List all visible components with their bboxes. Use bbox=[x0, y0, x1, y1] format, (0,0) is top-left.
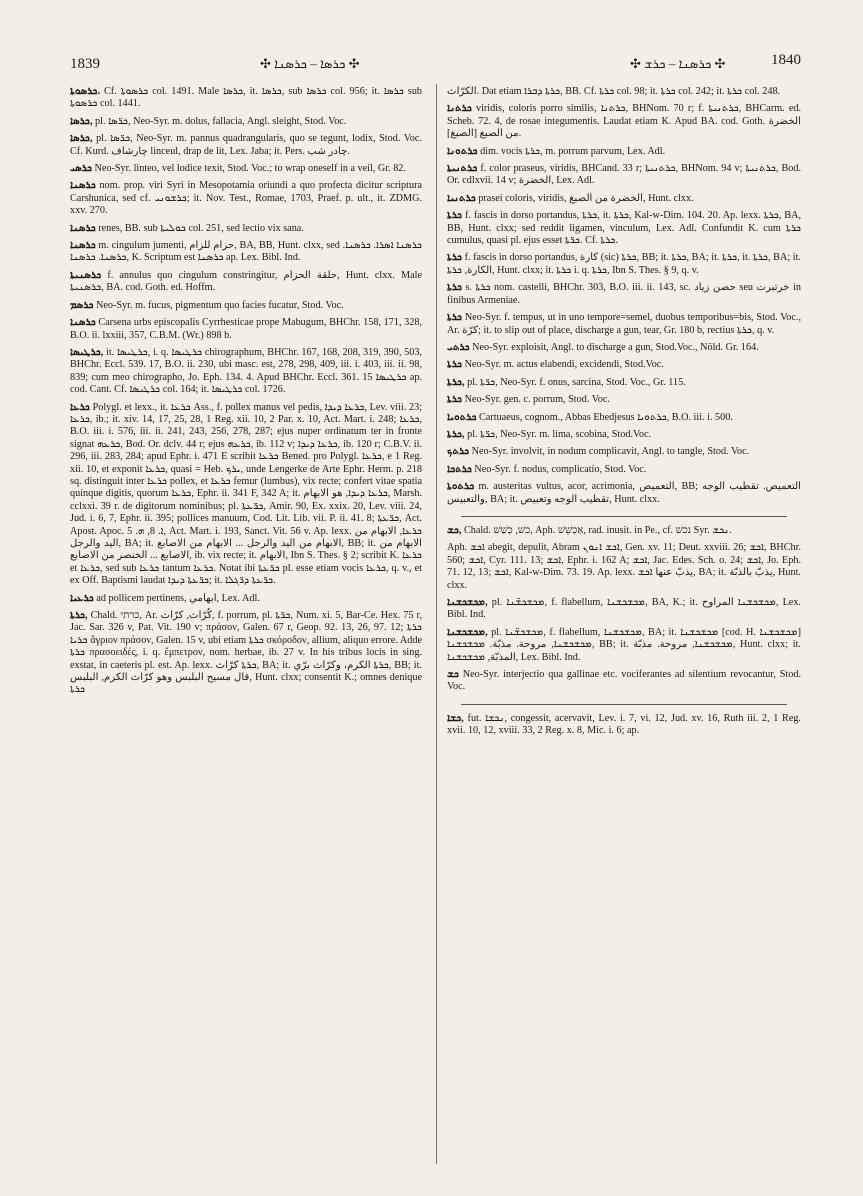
dictionary-entry bbox=[70, 223, 422, 235]
entry-text: Neo-Syr. f. nodus, complicatio, Stod. Voc. bbox=[471, 463, 647, 475]
entry-headword: ܟܪܣܐ, bbox=[70, 133, 93, 145]
entry-text: f. annulus quo cingulum constringitur, حلقة الحزام, Hunt. clxx. Male ܟܪܣܢܝܬܐ, BA. cod. Goth. ed. Hoffm. bbox=[70, 269, 422, 294]
entry-headword: ܟܪܬܐ bbox=[447, 210, 463, 222]
entry-text: s. ܟܪܬܐ nom. castelli, BHChr. 303, B.O. iii. ii. 143, sc. حصن زياد seu خرتبرت in finibus Armeniae. bbox=[447, 282, 801, 306]
right-column bbox=[447, 86, 801, 1156]
dictionary-entry bbox=[447, 210, 801, 247]
entry-headword: ܟܫܐ, bbox=[447, 712, 464, 724]
entry-headword: ܟܪܣܡ bbox=[70, 299, 94, 311]
page-number-right: 1840 bbox=[771, 52, 801, 68]
dictionary-entry bbox=[447, 146, 801, 158]
dictionary-entry bbox=[70, 270, 422, 295]
page-number-left: 1839 bbox=[70, 56, 100, 72]
entry-headword: ܟܪܬܐ bbox=[447, 252, 463, 264]
dictionary-entry bbox=[447, 359, 801, 371]
entry-text: pl. ܡܟܫܟܫ̈ܢܐ, f. flabellum, ܡܟܫܟܫܢܐ, BA, K.; it. ܡܟܫܟܫܢܐ المراوح, Lex. Bibl. Ind. bbox=[447, 597, 801, 621]
entry-text: pl. ܡܟܫܟܫ̈ܢܐ, f. flabellum, ܡܟܫܟܫܢܐ, BA; it. ܡܟܫܟܫܢܐ [cod. H. ܡܟܫܟܫܢܐ] ܡܟܫܟܫܢܐ, مروحة. مذبّة. ܡܟܫܟܫܢܐ, BB; it. ܡܟܫܟܫܢܐ, مروحة. مذبّة, Hunt. clxx; it. المذبّة, ܡܟܫܟܫܢܐ, Lex. Bibl. Ind. bbox=[447, 626, 801, 663]
dictionary-entry bbox=[447, 542, 801, 592]
entry-text: renes, BB. sub ܟܘܠܝܬܐ col. 251, sed lectio vix sana. bbox=[95, 222, 304, 234]
dictionary-entry bbox=[447, 394, 801, 406]
entry-headword: ܟܪܬܢܐ bbox=[447, 103, 472, 115]
entry-text: pl. ܟܪ̈ܬܐ, Neo-Syr. m. lima, scobina, Stod.Voc. bbox=[464, 428, 652, 440]
entry-text: prasei coloris, viridis, الخضرة من الصبغ, Hunt. clxx. bbox=[475, 192, 694, 204]
dictionary-entry bbox=[447, 627, 801, 664]
entry-headword: ܟܪܛܝܣܐ, bbox=[70, 346, 104, 358]
entry-text: Neo-Syr. gen. c. porrum, Stod. Voc. bbox=[462, 394, 610, 406]
entry-text: nom. prop. viri Syri in Mesopotamia oriundi a quo profecta dicitur scriptura Carshunica, sed cf. ܟܪܫܘܢܝ; it. Nov. Test., Romae, 1703, Praef. p. ult., it. ZDMG. xxv. 270. bbox=[70, 180, 422, 217]
entry-text: الكرّاث. Dat etiam ܟܪܬܐ ܕܒܪܐ, BB. Cf. ܟܪܬܐ col. 98; it. ܟܪܬܐ col. 242; it. ܟܪܬܐ col. 248. bbox=[447, 86, 781, 97]
dictionary-entry bbox=[447, 597, 801, 622]
entry-text: f. fascis in dorso portandus, ܟܪܬܐ, it. ܟܪܬܐ, Kal-w-Dim. 104. 20. Ap. lexx. ܟܪܬܐ, BA, BB, Hunt. clxx; sed reddit ligamen, vinculum, Lex. Adl. Confundit K. cum ܟܪܬܐ cumulus, quasi pl. ejus esset ܟܪ̈ܬܐ. Cf. ܟܪܬܐ. bbox=[447, 210, 801, 247]
entry-headword: ܟܪܬܐ bbox=[447, 359, 463, 371]
dictionary-entry bbox=[447, 669, 801, 694]
entry-text: Cf. ܟܪܣܘܬܐ col. 1491. Male ܟܪܣܐ, it. ܟܪܣܐ, sub ܟܪܣܐ col. 956; it. ܟܪܣܐ sub ܟܪܣܘܬܐ col. 1441. bbox=[70, 86, 422, 110]
entry-headword: ܡܟܫܟܫܢܐ, bbox=[447, 626, 488, 638]
entry-headword: ܟܪܬܐ, bbox=[447, 376, 465, 388]
dictionary-entry bbox=[447, 525, 801, 537]
entry-headword: ܟܪܣܢܝܬܐ bbox=[70, 269, 102, 281]
dictionary-entry bbox=[447, 429, 801, 441]
entry-text: f. color praseus, viridis, BHCand. 33 r; ܟܪܬܢܝܬܐ, BHNom. 94 v; ܟܪܬܢܝܬܐ, Bod. Or. cdlxvii. 14 v; الخضرة, Lex. Adl. bbox=[447, 163, 801, 187]
entry-headword: ܟܪܬܘܬܐ bbox=[447, 481, 475, 493]
dictionary-entry bbox=[70, 347, 422, 397]
entry-headword: ܟܪܬܘܢܐ bbox=[447, 145, 478, 157]
entry-headword: ܟܪܥܐ bbox=[70, 401, 90, 413]
dictionary-entry bbox=[70, 86, 422, 111]
entry-text: Chald. כשׁ, כְּשַׁשׁ, Aph. אַכְשֵׁשׁ, rad. inusit. in Pe., cf. נכשׁ Syr. ܢܟܫ. bbox=[461, 524, 732, 536]
entry-text: Neo-Syr. m. actus elabendi, excidendi, Stod.Voc. bbox=[462, 359, 664, 371]
entry-text: Chald. כרתי, Ar. كُرّاث, كرّاث, f. porrum, pl. ܟܪ̈ܬܐ, Num. xi. 5, Bar-Ce. Hex. 75 r, Jac. Sar. 326 v, Pat. Vit. 190 v; πράσον, Galen. 67 r, Geop. 92. 13, 26, 97. 12; ܟܪܬܐ ܒܪܝܐ ἄγριον πράσον, Galen. 15 v, ubi etiam ܟܪܬܐ σκόροδον, allium, aliquo errore. Adde ܟܪܬܐ πρασοειδές, i. q. ἔμπετρον, nom. herbae, ib. 27 v. In his tribus locis in sing. exstat, in caeteris pl. est. Ap. lexx. ܟܪܬܐ كرّاث, BA; it. ܟܪܬܐ الكرم، وكرّاث برّي, BB; it. قال مسيح البلبس وهو كرّاث الكرم, البلبس, Hunt. clxx; consentit K.; omnes denique ܟܪܬܐ bbox=[70, 610, 422, 696]
dictionary-entry bbox=[447, 342, 801, 354]
dictionary-entry bbox=[447, 86, 801, 98]
dictionary-entry bbox=[70, 163, 422, 175]
entry-text: Neo-Syr. linteo, vel lodice texit, Stod. Voc.; to wrap oneself in a veil, Gr. 82. bbox=[91, 163, 406, 175]
entry-headword: ܟܫ, bbox=[447, 524, 462, 536]
entry-text: Neo-Syr. m. fucus, pigmentum quo facies fucatur, Stod. Voc. bbox=[93, 299, 344, 311]
dictionary-entry bbox=[447, 252, 801, 277]
entry-text: Aph. ܐܟܫ abegit, depulit, Abram ܐܟܫ ܐܢܘܢ, Gen. xv. 11; Deut. xxviii. 26; ܐܟܫ, BHChr. 560; ܐܟܫ, Cyr. 111. 13; ܐܟܫ, Ephr. i. 162 A; ܐܟܫ, Jac. Edes. Sch. o. 24; ܐܟܫ, Jo. Eph. 71. 12, 13; ܐܟܫ, Kal-w-Dim. 73. 19. Ap. lexx. يذبّ عنها ܐܟܫ, BA; it. يذبّ بالذبّة, Hunt. clxx. bbox=[447, 542, 801, 591]
dictionary-entry bbox=[447, 412, 801, 424]
entry-headword: ܟܪܬܐ bbox=[447, 394, 463, 406]
entry-text: it. ܟܪܛܝܣܐ, i. q. ܟܪܛܝܣܐ chirographum, BHChr. 167, 168, 208, 319, 390, 503, BHChr. Eccl. 539. 17, B.O. ii. 230, ubi masc. est, 278, 298, 409, iii. i. 403, iii. ii. 98, 839; cum meo chirographo, Jo. Eph. 134. 4. Apud BHChr. Eccl. 361. 15 ܟܪܛܝܣܐ ap. cod. Cant. Cf. ܟܪܛܝܣܐ col. 164; it. ܟܪܛܝܣܐ col. 1726. bbox=[70, 346, 422, 396]
entry-text: viridis, coloris porro similis, ܟܪܬܢܐ, BHNom. 70 r; f. ܟܪܬܢܝܬܐ, BHCarm. ed. Scheb. 72. 4, de rosae integumentis. Laudat etiam K. Apud BA. cod. Goth. الخضرة من الصبغ [الصبغ]. bbox=[447, 103, 801, 140]
section-separator bbox=[461, 704, 787, 705]
entry-headword: ܟܪܣܢܐ bbox=[70, 317, 96, 329]
entry-headword: ܟܪܬܐ bbox=[447, 282, 463, 294]
dictionary-entry bbox=[70, 317, 422, 342]
entry-headword: ܟܪܬܟ bbox=[447, 446, 470, 458]
dictionary-entry bbox=[447, 464, 801, 476]
entry-headword: ܟܪܣܝ bbox=[70, 163, 92, 175]
page-header bbox=[70, 52, 801, 74]
dictionary-entry bbox=[70, 180, 422, 217]
entry-headword: ܟܪܣܢܐ bbox=[70, 222, 96, 234]
entry-headword: ܟܪܬܐ, bbox=[447, 428, 465, 440]
entry-headword: ܟܪܬܐ bbox=[447, 312, 463, 324]
dictionary-entry bbox=[447, 103, 801, 140]
running-head-left: ✣ ܟܪܣܐ – ܟܪܣܢܐ ✣ bbox=[260, 56, 360, 71]
entry-headword: ܟܪܬܘܝܐ bbox=[447, 411, 477, 423]
entry-text: Neo-Syr. involvit, in nodum complicavit, Angl. to tangle, Stod. Voc. bbox=[469, 446, 750, 458]
column-divider bbox=[436, 84, 437, 1164]
entry-text: Polygl. et lexx., it. ܟܪܥܐ Ass., f. pollex manus vel pedis, ܟܪܥܐ ܕܝܕܐ, Lev. viii. 23; ܟܪܥܐ, ib.; it. xiv. 14, 17, 25, 28, 1 Reg. xii. 10, 2 Par. x. 10, Act. Mart. i. 248; ܟܪܥܐ, B.O. iii. i. 576, iii. ii. 241, 243, 256, 278, 287; ejus nuper ordinatum ter in fronte signat ܟܪܥܗ, Bod. Or. dclv. 44 r; ejus ܟܪܥܗ, ib. 112 v; ܟܪܥܐ ܕܝܕܐ, ib. 120 r; C.B.V. ii. 296, iii. 283, 284; apud Ephr. i. 471 E scribit ܟܪܥܐ Bened. pro Polygl. ܟܪܥܐ, e 1 Reg. xii. 10, et exponit ܟܪܥܐ, quasi = Heb. ܝܪܟ, unde Lengerke de Arte Ephr. Herm. p. 218 sq. distinguit inter ܟܪܥܐ pollex, et ܟܪܥܐ femur (lumbus), vix recte; confert vitae spatia quinque digitis, quorum ܟܪܥܐ, Ephr. ii. 341 F, 342 A; it. ܟܪܥܐ ܕܝܕܐ, هو الابهام, Marsh. cclxxi. 39 r. de digitorum nominibus; pl. ܟܪ̈ܥܬܐ, Amir. 90, Ex. xxix. 20, Lev. viii. 24, Jud. i. 6, 7, Ephr. ii. 395; pollices manuum, Cod. Lit. Lib. vii. P. ii. 41. 8; ܟܪ̈ܥܬܐ, Act. Apost. Apoc. ܐ. 8, ܗ. 5, Act. Mart. i. 193, Sanct. Vit. 56 v. Ap. lexx. ܟܪܥܐ, الابهام من اليد والرجل, BA; it. الابهام من اليد والرجل ... الابهام من الاصابع, BB; it. الابهام من الاصابع ... الخنصر من الاصابع, ib. vix recte; it. الابهام, Ibn S. Thes. § 2; scribit K. ܟܪܥܐ et ܟܪܥܐ, sed sub ܟܪܥܐ tantum ܟܪܥܐ. Notat ibi ܟܪ̈ܥܬܐ pl. esse etiam vocis ܟܪܥܐ, q. v., et ex Off. Baptismi laudat ܟܪ̈ܥܬܐ ܕܝܕܐ; it. ܟܪ̈ܥܬܐ ܕܪ̈ܓܠܐ. bbox=[70, 401, 422, 587]
entry-headword: ܟܪܬܐ, bbox=[70, 610, 88, 622]
entry-headword: ܟܪܣܢܐ bbox=[70, 240, 96, 252]
entry-text: Carsena urbs episcopalis Cyrrhesticae prope Mabugum, BHChr. 158, 171, 328, B.O. ii. lxxiii, 357, C.B.M. (Wr.) 898 b. bbox=[70, 317, 422, 341]
entry-text: Neo-Syr. exploisit, Angl. to discharge a gun, Stod.Voc., Nöld. Gr. 164. bbox=[469, 341, 759, 353]
entry-headword: ܟܪܬܝ bbox=[447, 341, 470, 353]
entry-text: m. cingulum jumenti, حزام للزام, BA, BB, Hunt. clxx, sed ܟܪܣܢܐ ܐܣܪܐ. ܟܪܣܢܐ. ܟܪܣܢܐ. ܟܪܣܢܐ, K. Scriptum est ܟܪܣܢܐ ap. Lex. Bibl. Ind. bbox=[70, 240, 422, 264]
entry-headword: ܟܪܣܐ, bbox=[70, 115, 93, 127]
entry-text: fut. ܢܟܫܐ, congessit, acervavit, Lev. i. 7, vi. 12, Jud. xv. 16, Ruth iii. 2, 1 Reg. xvii. 10, 12, xviii. 33, 2 Reg. x. 8, Mic. i. 6; ap. bbox=[447, 712, 801, 737]
entry-text: pl. ܟܪ̈ܬܐ, Neo-Syr. f. onus, sarcina, Stod. Voc., Gr. 115. bbox=[464, 376, 686, 388]
entry-headword: ܟܪܬܟܐ bbox=[447, 463, 472, 475]
dictionary-entry bbox=[70, 116, 422, 128]
dictionary-entry bbox=[447, 446, 801, 458]
entry-text: Cartuaeus, cognom., Abbas Ebedjesus ܟܪܬܘܝܐ, B.O. iii. i. 500. bbox=[476, 411, 733, 423]
entry-text: pl. ܟܪ̈ܣܐ, Neo-Syr. m. pannus quadrangularis, quo se tegunt, lodix, Stod. Voc. Cf. Kurd. چارشاف linceul, drap de lit, Lex. Jaba; it. Pers. چادر شب. bbox=[70, 133, 422, 157]
dictionary-entry bbox=[447, 193, 801, 205]
left-column bbox=[70, 86, 422, 1156]
dictionary-entry bbox=[447, 481, 801, 506]
section-separator bbox=[461, 516, 787, 517]
dictionary-entry bbox=[447, 312, 801, 337]
dictionary-entry bbox=[447, 163, 801, 188]
running-head-right: ✣ ܟܪܣܢܐ – ܟܪܫ ✣ bbox=[630, 56, 726, 71]
dictionary-entry bbox=[70, 610, 422, 697]
dictionary-entry bbox=[70, 593, 422, 605]
dictionary-entry bbox=[70, 240, 422, 265]
entry-headword: ܡܟܫܟܫܢܐ, bbox=[447, 597, 488, 608]
entry-text: Neo-Syr. f. tempus, ut in uno tempore=semel, duobus temporibus=bis, Stod. Voc., Ar. كرّة; it. to slip out of place, discharge a gun, tear, Gr. 180 b, rectius ܟܪܬܐ, q. v. bbox=[447, 312, 801, 336]
dictionary-entry bbox=[70, 402, 422, 588]
entry-headword: ܟܪܣܢܐ bbox=[70, 180, 96, 192]
entry-headword: ܟܫ bbox=[447, 669, 459, 681]
entry-headword: ܟܪܬܢܝܐ bbox=[447, 192, 476, 204]
dictionary-entry bbox=[70, 300, 422, 312]
entry-headword: ܟܪܥܝܐ bbox=[70, 592, 94, 604]
entry-headword: ܟܪܬܢܝܬܐ bbox=[447, 163, 478, 175]
entry-text: pl. ܟܪ̈ܣܐ, Neo-Syr. m. dolus, fallacia, Angl. sleight, Stod. Voc. bbox=[92, 115, 347, 127]
dictionary-entry bbox=[447, 377, 801, 389]
dictionary-entry bbox=[447, 282, 801, 307]
entry-text: f. fascis in dorso portandus, كارة (sic) ܟܪܬܐ, BB; it. ܟܪܬܐ, BA; it. ܟܪܬܐ, it. ܟܪܬܐ, BA; it. الكارة, ܟܪܬܐ, Hunt. clxx; it. ܟܪܬܐ i. q. ܟܪܬܐ, Ibn S. Thes. § 9, q. v. bbox=[447, 252, 801, 276]
dictionary-entry bbox=[447, 713, 801, 738]
dictionary-entry bbox=[70, 133, 422, 158]
entry-text: dim. vocis ܟܪܬܐ, m. porrum parvum, Lex. Adl. bbox=[477, 145, 666, 157]
entry-headword: ܟܪܣܘܬܐ. bbox=[70, 86, 100, 97]
entry-text: Neo-Syr. interjectio qua gallinae etc. vociferantes ad silentium revocantur, Stod. Voc. bbox=[447, 669, 801, 693]
entry-text: m. austeritas vultus, acor, acrimonia, التعميص, BB; التعميص. تقطيب الوجه والتعبيس, BA; it. تقطيب الوجه وتعبيص, Hunt. clxx. bbox=[447, 481, 801, 505]
entry-text: ad pollicem pertinens, ابهامي, Lex. Adl. bbox=[93, 592, 260, 604]
